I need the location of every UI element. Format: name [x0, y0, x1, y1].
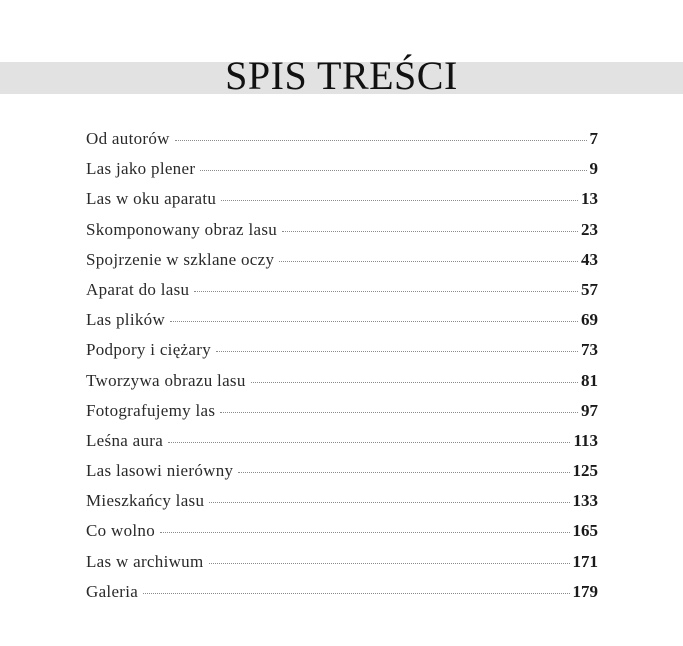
toc-entry-label: Skomponowany obraz lasu [86, 219, 278, 239]
toc-entry[interactable] [86, 305, 598, 335]
toc-entry-page: 179 [572, 581, 598, 601]
toc-entry-page: 171 [572, 551, 598, 571]
toc-entry-label: Od autorów [86, 129, 170, 148]
toc-entry-page: 57 [581, 279, 598, 299]
toc-entry-label: Podpory i ciężary [86, 340, 212, 360]
dot-leader [220, 411, 578, 413]
toc-entry-page: 133 [572, 491, 598, 511]
dot-leader [216, 350, 578, 352]
toc-entry-label: Galeria [86, 581, 139, 601]
toc-entry-label: Las jako plener [86, 159, 196, 179]
toc-entry-page: 113 [573, 430, 598, 450]
toc-entry-page: 43 [581, 249, 598, 269]
toc-entry-page: 69 [581, 310, 598, 330]
toc-entry-label: Co wolno [86, 521, 155, 541]
toc-entry[interactable] [86, 366, 598, 396]
toc-entry-label: Tworzywa obrazu lasu [86, 370, 246, 390]
toc-entry[interactable] [86, 154, 598, 184]
toc-entry-label: Las w archiwum [86, 551, 204, 571]
dot-leader [200, 169, 586, 171]
toc-entry[interactable] [86, 215, 598, 245]
toc-entry-page: 23 [581, 219, 598, 239]
dot-leader [251, 381, 578, 383]
dot-leader [279, 260, 578, 262]
dot-leader [238, 471, 569, 473]
toc-entry-label: Las w oku aparatu [86, 189, 217, 209]
toc-entry[interactable] [86, 124, 598, 154]
toc-entry[interactable] [86, 335, 598, 365]
toc-entry[interactable] [86, 275, 598, 305]
toc-entry-page: 81 [581, 370, 598, 390]
toc-entry-label: Leśna aura [86, 430, 164, 450]
toc-entry-page: 9 [589, 159, 598, 179]
table-of-contents [86, 124, 598, 607]
toc-entry-page: 13 [581, 189, 598, 209]
toc-entry-page: 7 [589, 129, 598, 148]
toc-entry-page: 73 [581, 340, 598, 360]
dot-leader [168, 441, 570, 443]
toc-entry[interactable] [86, 486, 598, 516]
toc-entry-label: Spojrzenie w szklane oczy [86, 249, 275, 269]
dot-leader [170, 320, 578, 322]
dot-leader [175, 139, 587, 141]
toc-entry[interactable] [86, 456, 598, 486]
dot-leader [209, 562, 570, 564]
toc-entry-label: Las lasowi nierówny [86, 461, 234, 481]
toc-entry-label: Fotografujemy las [86, 400, 216, 420]
dot-leader [209, 501, 569, 503]
toc-entry-page: 165 [572, 521, 598, 541]
toc-entry[interactable] [86, 184, 598, 214]
dot-leader [282, 230, 578, 232]
toc-entry[interactable] [86, 516, 598, 546]
toc-entry-page: 125 [572, 461, 598, 481]
page-title: SPIS TREŚCI [225, 53, 458, 98]
toc-entry-label: Las plików [86, 310, 166, 330]
toc-entry[interactable] [86, 547, 598, 577]
dot-leader [194, 290, 578, 292]
dot-leader [143, 592, 569, 594]
toc-entry-label: Mieszkańcy lasu [86, 491, 205, 511]
toc-entry[interactable] [86, 426, 598, 456]
toc-entry[interactable] [86, 577, 598, 607]
toc-entry[interactable] [86, 396, 598, 426]
toc-entry-label: Aparat do lasu [86, 279, 190, 299]
dot-leader [221, 199, 578, 201]
toc-entry-page: 97 [581, 400, 598, 420]
toc-entry[interactable] [86, 245, 598, 275]
dot-leader [160, 531, 570, 533]
